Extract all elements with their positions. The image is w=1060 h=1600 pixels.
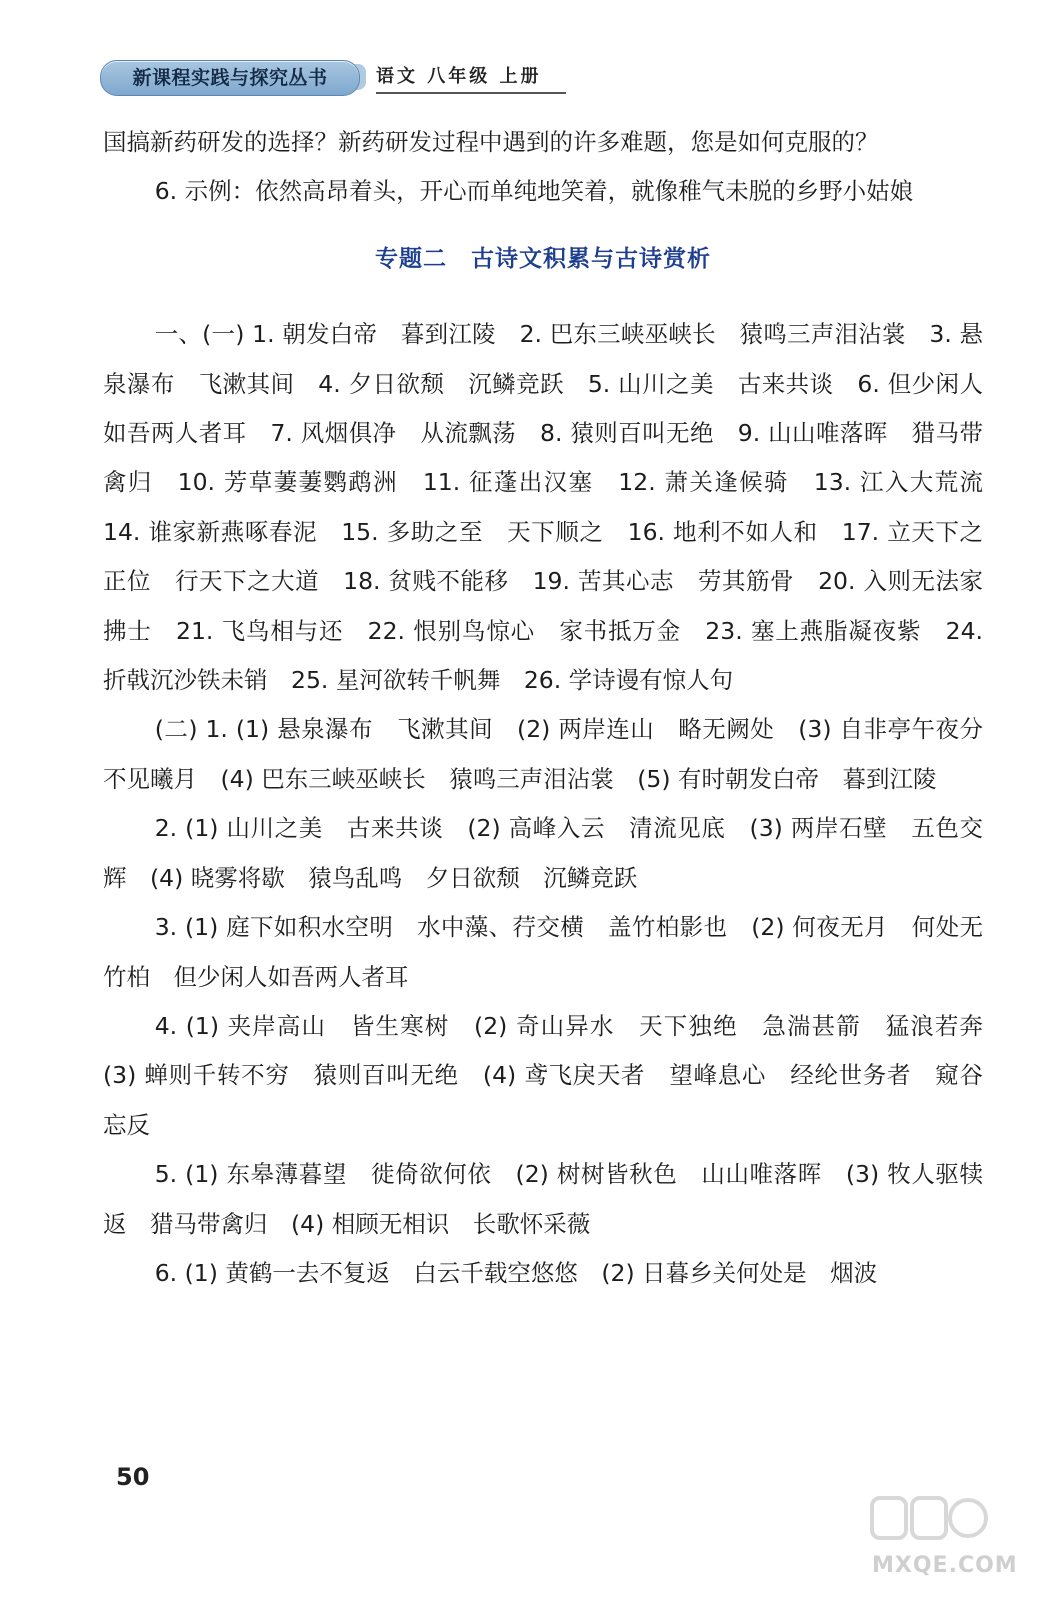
paragraph: 5. (1) 东皋薄暮望 徙倚欲何依 (2) 树树皆秋色 山山唯落晖 (3) 牧人驱犊返 猎马带禽归 (4) 相顾无相识 长歌怀采薇 [103,1160,983,1238]
answer-text-body [103,118,1007,1298]
running-header [100,60,560,96]
watermark-text: MXQE.COM [872,1553,1018,1578]
section-title: 专题二 古诗文积累与古诗赏析 [375,245,711,272]
paragraph: 6. 示例：依然高昂着头，开心而单纯地笑着，就像稚气未脱的乡野小姑娘 [154,177,914,206]
watermark-logo-icon [868,1490,988,1560]
subject-label: 语文 八年级 上册 [376,62,566,94]
paragraph: 2. (1) 山川之美 古来共谈 (2) 高峰入云 清流见底 (3) 两岸石壁 五色交辉 (4) 晓雾将歇 猿鸟乱鸣 夕日欲颓 沉鳞竞跃 [103,814,983,892]
paragraph: 4. (1) 夹岸高山 皆生寒树 (2) 奇山异水 天下独绝 急湍甚箭 猛浪若奔 (3) 蝉则千转不穷 猿则百叫无绝 (4) 鸢飞戾天者 望峰息心 经纶世务者 窥谷忘反 [103,1011,1007,1139]
series-title: 新课程实践与探究丛书 [100,60,360,96]
paragraph: (二) 1. (1) 悬泉瀑布 飞漱其间 (2) 两岸连山 略无阙处 (3) 自非亭午夜分 不见曦月 (4) 巴东三峡巫峡长 猿鸣三声泪沾裳 (5) 有时朝发白帝 暮到江陵 [103,715,1007,793]
paragraph: 国搞新药研发的选择？新药研发过程中遇到的许多难题，您是如何克服的？ [103,128,879,156]
paragraph: 3. (1) 庭下如积水空明 水中藻、荇交横 盖竹柏影也 (2) 何夜无月 何处无竹柏 但少闲人如吾两人者耳 [103,913,983,991]
paragraph: 一、(一) 1. 朝发白帝 暮到江陵 2. 巴东三峡巫峡长 猿鸣三声泪沾裳 3. 悬泉瀑布 飞漱其间 4. 夕日欲颓 沉鳞竞跃 5. 山川之美 古来共谈 6. 但少闲人如吾两人者耳 7. 风烟俱净 从流飘荡 8. 猿则百叫无绝 9. 山山唯落晖 猎马带禽归 10. 芳草萋萋鹦鹉洲 11. 征蓬出汉塞 12. 萧关逢候骑 13. 江入大荒流 14. 谁家新燕啄春泥 15. 多助之至 天下顺之 16. 地利不如人和 17. 立天下之正位 行天下之大道 18. 贫贱不能移 19. 苦其心志 劳其筋骨 20. 入则无法家拂士 21. 飞鸟相与还 22. 恨别鸟惊心 家书抵万金 23. 塞上燕脂凝夜紫 24. 折戟沉沙铁未销 25. 星河欲转千帆舞 26. 学诗谩有惊人句 [103,320,1007,695]
paragraph: 6. (1) 黄鹤一去不复返 白云千载空悠悠 (2) 日暮乡关何处是 烟波 [154,1258,878,1287]
page-number: 50 [116,1463,150,1491]
